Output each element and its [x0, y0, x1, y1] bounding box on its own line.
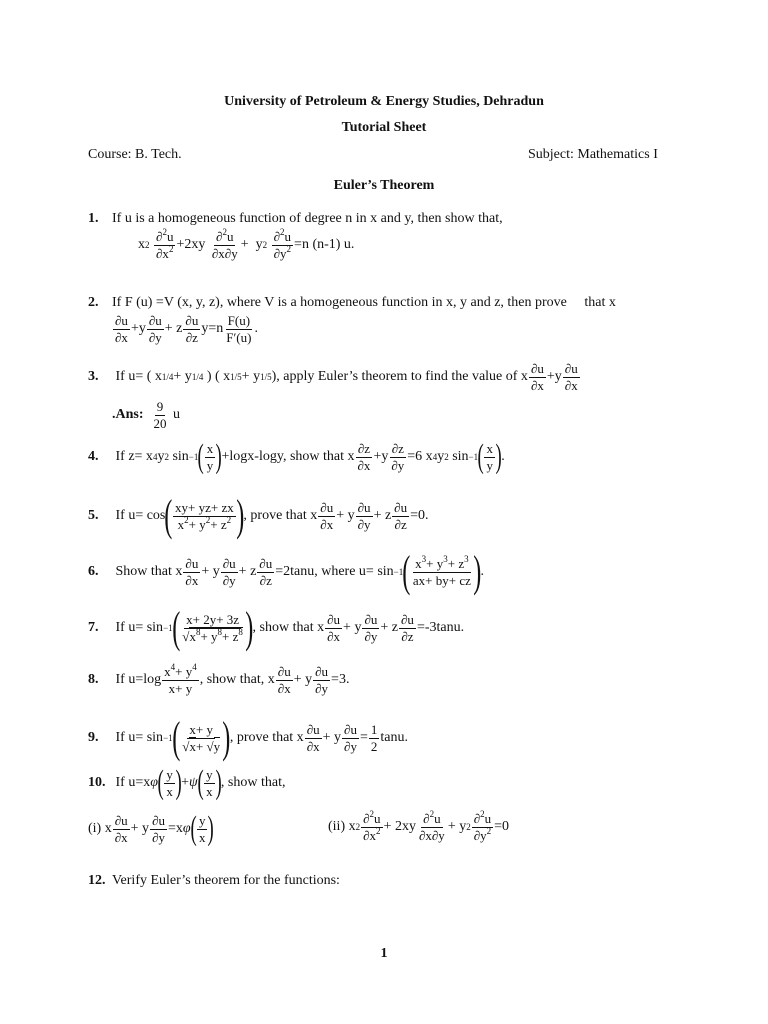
question-10: 10. If u=x φ ( $\frac{y}{x}$ ) + ψ ( $\frac{y}{x}$ ) , show that,: [88, 764, 286, 801]
question-7: 7. If u= sin −1 ( $\frac{x+ 2y+ 3z}{√x^8+ y^8+ z^8}$ ) , show that x $\frac{\partial u}{\partial x}$ + y $\frac{\partial u}{\partial y}$ + z $\frac{\partial u}{\partial z}$ =-3tanu.: [88, 603, 465, 652]
question-number: 2.: [88, 295, 99, 310]
question-text-tail: that x: [584, 295, 616, 310]
question-text-cont: , show that x: [252, 620, 325, 635]
answer-label: .Ans:: [112, 407, 144, 423]
topic-title: Euler’s Theorem: [333, 178, 435, 193]
question-text: If u=log: [115, 672, 162, 688]
question-text: If u= sin: [115, 620, 164, 635]
question-text: If u= cos: [115, 508, 166, 523]
question-2-formula: $\frac{\partial u}{\partial x}$ +y $\frac{\partial u}{\partial y}$ + z $\frac{\partial u}{\partial z}$ y=n $\frac{F(u)}{F'(u)}$ .: [115, 313, 258, 345]
question-text: If u= (: [115, 369, 152, 385]
question-3: 3. If u= ( x 1/4 + y 1/4 ) ( x 1/5 + y 1/5 ), apply Euler’s theorem to find the value of x $\frac{\partial u}{\partial x}$ +y $\frac{\partial u}{\partial x}$: [88, 361, 578, 393]
page-number: 1: [380, 946, 388, 961]
question-3-answer: .Ans: $\frac{9}{20}$ u: [112, 399, 181, 431]
question-number: 7.: [88, 620, 99, 636]
question-number: 12.: [88, 873, 106, 888]
question-5: 5. If u= cos ( $\frac{xy+ yz+ zx}{x^2+ y^2+ z^2}$ ) , prove that x $\frac{\partial u}{\partial x}$ + y $\frac{\partial u}{\partial y}$ + z $\frac{\partial u}{\partial z}$ =0.: [88, 491, 429, 540]
sheet-title: Tutorial Sheet: [341, 120, 427, 135]
question-text: If u=x: [115, 775, 151, 790]
question-10-part-i: (i) x $\frac{\partial u}{\partial x}$ + y $\frac{\partial u}{\partial y}$ =x φ ( $\frac{y}{x}$ ): [88, 810, 215, 847]
part-label: (ii): [328, 819, 346, 835]
question-text: If u= sin: [115, 730, 164, 745]
question-number: 10.: [88, 775, 106, 791]
question-8: 8. If u=log $\frac{x^4+ y^4}{x+ y}$ , show that, x $\frac{\partial u}{\partial x}$ + y $\frac{\partial u}{\partial y}$ =3.: [88, 662, 350, 696]
question-number: 4.: [88, 449, 99, 465]
question-text-end: tanu.: [380, 730, 408, 745]
question-2: [88, 296, 616, 310]
question-9: 9. If u= sin −1 ( $\frac{x+ y}{√x+ √y}$ ) , prove that x $\frac{\partial u}{\partial x}$ + y $\frac{\partial u}{\partial y}$ = $\frac{1}{2}$ tanu.: [88, 713, 408, 762]
question-text-cont: , prove that x: [243, 508, 318, 523]
question-12: [88, 874, 340, 888]
part-label: (i): [88, 821, 102, 836]
subject-label: Subject: Mathematics I: [528, 147, 658, 162]
question-text-cont: , show that, x: [199, 672, 275, 688]
question-text: If F (u) =V (x, y, z), where V is a homogeneous function in x, y and z, then prove: [112, 295, 567, 310]
question-number: 5.: [88, 508, 99, 524]
question-number: 6.: [88, 564, 99, 580]
question-text: Verify Euler’s theorem for the functions:: [112, 873, 340, 888]
question-1: [88, 212, 503, 226]
question-6: 6. Show that x $\frac{\partial u}{\partial x}$ + y $\frac{\partial u}{\partial y}$ + z $\frac{\partial u}{\partial z}$ =2tanu, where u= sin −1 ( $\frac{x^3+ y^3+ z^3}{ax+ by+ cz}$ ) .: [88, 547, 485, 596]
question-text-end: , show that,: [220, 775, 286, 790]
question-text: If z= x: [115, 449, 153, 464]
question-number: 9.: [88, 730, 99, 746]
question-text: Show that x: [115, 564, 183, 579]
course-label: Course: B. Tech.: [88, 147, 182, 162]
university-title: University of Petroleum & Energy Studies, Dehradun: [224, 94, 544, 109]
question-text-end: =-3tanu.: [416, 620, 465, 635]
question-text: If u is a homogeneous function of degree n in x and y, then show that,: [112, 211, 503, 226]
question-4: 4. If z= x 4 y 2 sin −1 ( $\frac{x}{y}$ ) +logx-logy, show that x $\frac{\partial z}{\partial x}$ +y $\frac{\partial z}{\partial y}$ =6 x 4 y 2 sin −1 ( $\frac{x}{y}$ ) .: [88, 438, 505, 475]
question-10-part-ii: (ii) x 2 $\frac{\partial^2u}{\partial x^2}$ + 2xy $\frac{\partial^2u}{\partial x\partial y}$ + y 2 $\frac{\partial^2u}{\partial y^2}$ =0: [328, 809, 510, 843]
question-text-cont: ), apply Euler’s theorem to find the value of x: [271, 369, 528, 385]
question-number: 8.: [88, 672, 99, 688]
question-number: 1.: [88, 211, 99, 226]
question-text-cont: , prove that x: [229, 730, 304, 745]
question-number: 3.: [88, 369, 99, 385]
question-1-formula: x 2 $\frac{\partial^2u}{\partial x^2}$ +2xy $\frac{\partial^2u}{\partial x\partial y}$ + y 2 $\frac{\partial^2u}{\partial y^2}$ =n (n-1) u.: [138, 227, 355, 261]
question-text-cont: =2tanu, where u= sin: [275, 564, 394, 579]
question-text-end: =3.: [331, 672, 350, 688]
question-text-cont: +logx-logy, show that x: [221, 449, 355, 464]
